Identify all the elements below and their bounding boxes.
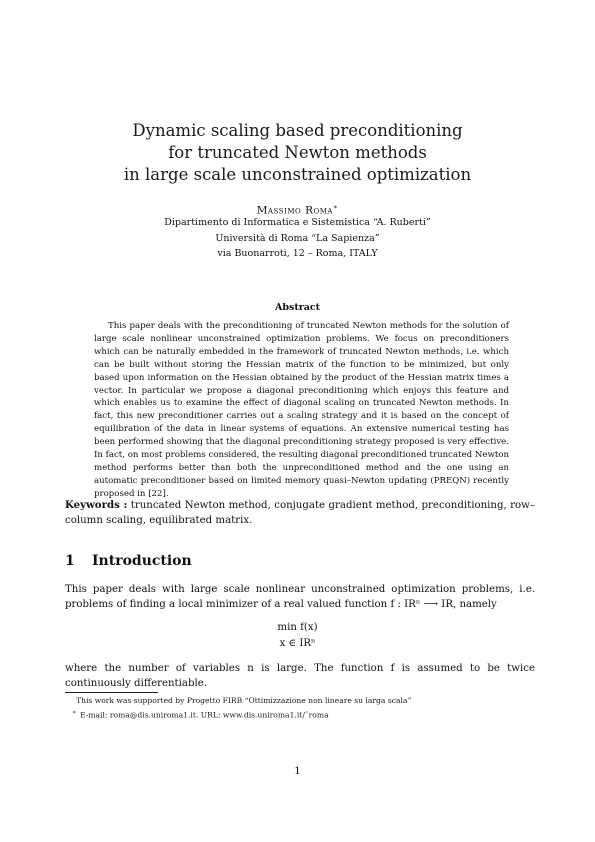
keywords-label: Keywords : xyxy=(65,499,128,511)
equation-domain: x ∈ IRⁿ xyxy=(279,638,316,649)
keywords-block xyxy=(65,498,535,528)
abstract-heading: Abstract xyxy=(274,302,321,313)
title-line-2: for truncated Newton methods xyxy=(168,143,427,162)
footnote-rule xyxy=(65,692,158,693)
equation-objective: min f(x) xyxy=(277,622,318,633)
affiliation-university: Università di Roma “La Sapienza” xyxy=(215,232,380,244)
page-number: 1 xyxy=(294,766,301,777)
affiliation-department: Dipartimento di Informatica e Sistemistica “A. Ruberti” xyxy=(164,217,431,228)
keywords-text: truncated Newton method, conjugate gradient method, preconditioning, row–column scaling, equilibrated matrix. xyxy=(65,500,535,526)
title-line-3: in large scale unconstrained optimization xyxy=(123,165,472,184)
footnotes xyxy=(72,695,536,722)
title-line-1: Dynamic scaling based preconditioning xyxy=(132,121,463,140)
section-heading xyxy=(65,553,192,569)
paper-title xyxy=(0,120,595,186)
author-footnote-mark: ∗ xyxy=(332,203,339,211)
author-name: Massimo Roma xyxy=(256,204,333,217)
footnote-funding: This work was supported by Progetto FIRB “Ottimizzazione non lineare su larga scala” xyxy=(76,696,412,705)
footnote-contact-line xyxy=(72,707,536,722)
affiliation-address: via Buonarroti, 12 – Roma, ITALY xyxy=(217,248,378,259)
footnote-contact: E-mail: roma@dis.uniroma1.it. URL: www.dis.uniroma1.it/˜roma xyxy=(80,710,329,720)
intro-paragraph-1: This paper deals with large scale nonlinear unconstrained optimization problems, i.e. problems of finding a local minimizer of a real valued function f : IRⁿ ⟶ IR, namely xyxy=(65,584,535,610)
abstract-text: This paper deals with the preconditioning of truncated Newton methods for the solution of large scale nonlinear unconstrained optimization problems. We focus on preconditioners which can be naturally embedded in the framework of truncated Newton methods, i.e. which can be built without storing the Hessian matrix of the function to be minimized, but only based upon information on the Hessian obtained by the product of the Hessian matrix times a vector. In particular we propose a diagonal preconditioning which enjoys this feature and which enables us to examine the effect of diagonal scaling on truncated Newton methods. In fact, this new preconditioner carries out a scaling strategy and it is based on the concept of equilibration of the data in linear systems of equations. An extensive numerical testing has been performed showing that the diagonal preconditioning strategy proposed is very effective. In fact, on most problems considered, the resulting diagonal preconditioned truncated Newton method performs better than both the unpreconditioned method and the one using an automatic preconditioner based on limited memory quasi–Newton updating (PREQN) recently proposed in [22]. xyxy=(94,321,509,499)
display-equation xyxy=(0,620,595,652)
section-number: 1 xyxy=(65,553,75,569)
intro-paragraph-2: where the number of variables n is large. The function f is assumed to be twice continuously differentiable. xyxy=(65,663,535,689)
section-title: Introduction xyxy=(92,553,192,569)
footnote-contact-mark: ∗ xyxy=(72,709,77,716)
author-affiliation xyxy=(0,215,595,262)
